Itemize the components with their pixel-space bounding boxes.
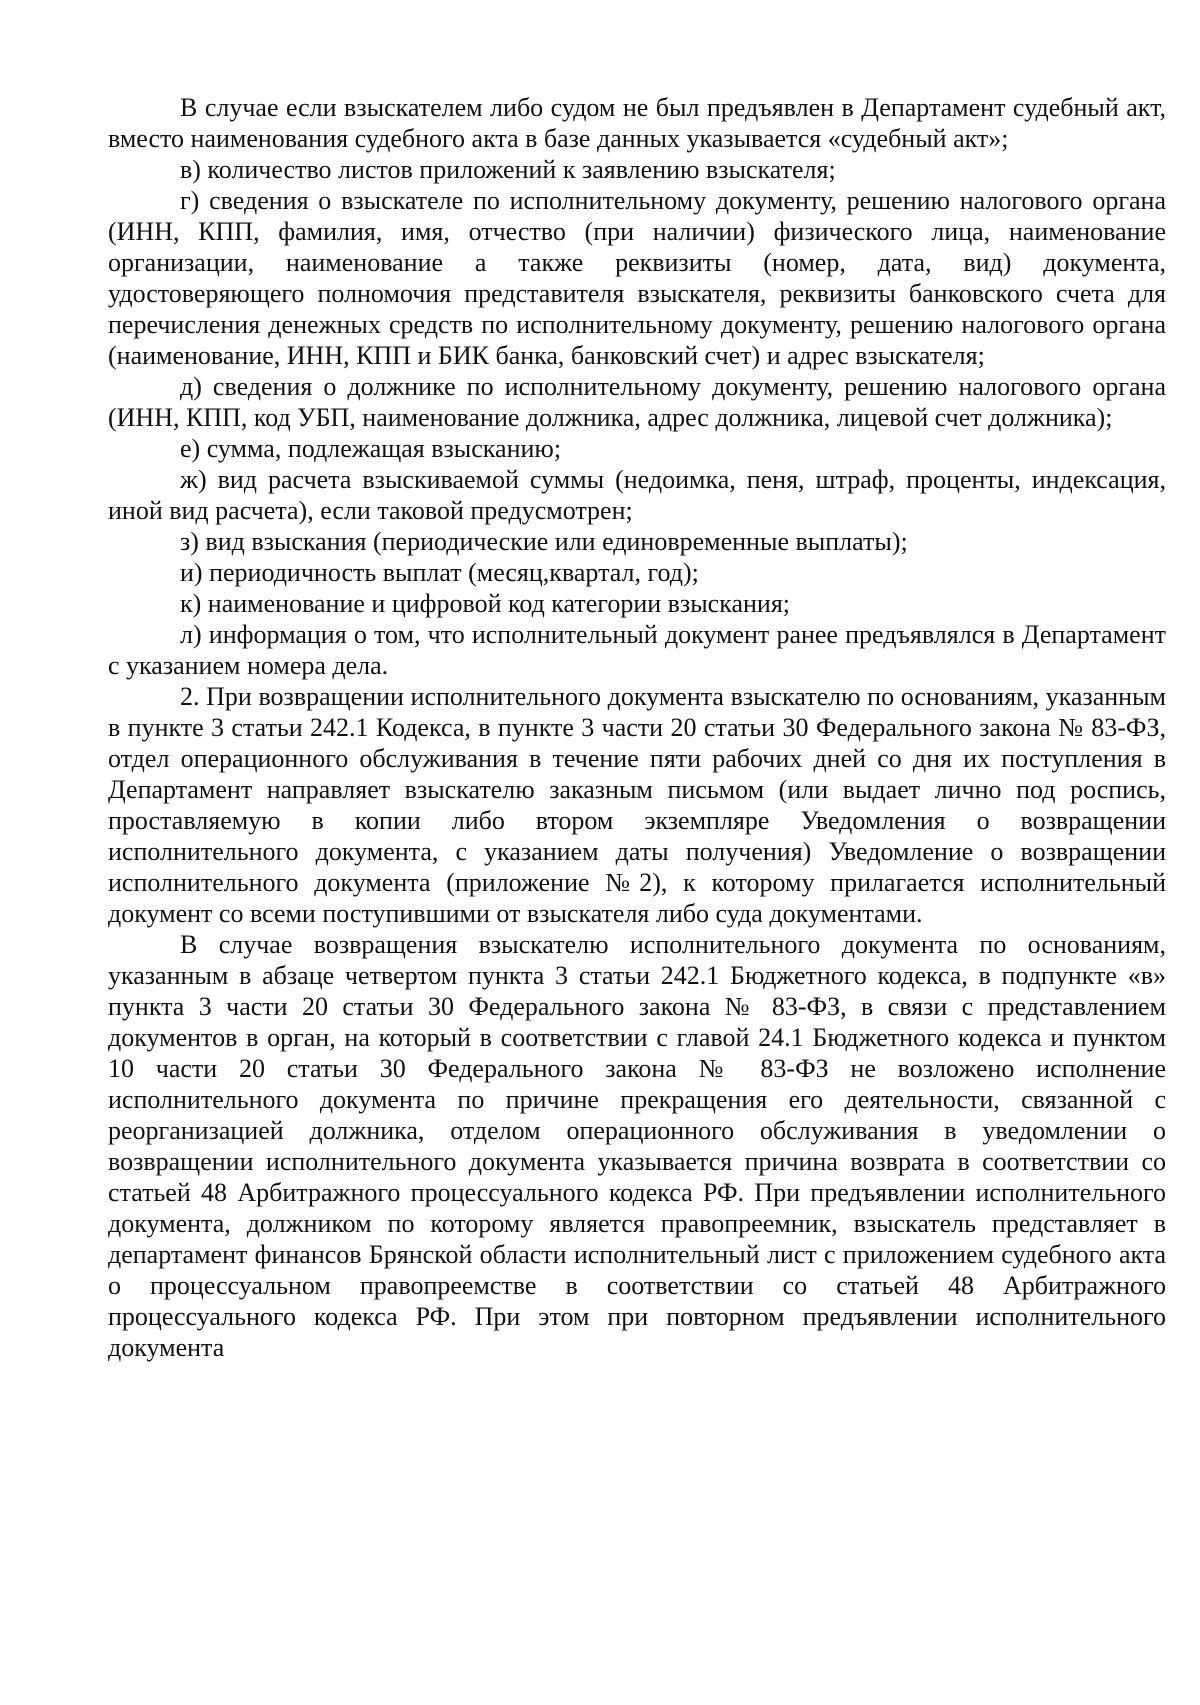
document-body [108, 92, 1166, 1363]
paragraph-item-k: к) наименование и цифровой код категории взыскания; [180, 589, 790, 618]
paragraph-item-g: г) сведения о взыскателе по исполнительному документу, решению налогового органа (ИНН, КПП, фамилия, имя, отчество (при наличии) физического лица, наименование организации, наименование а также реквизиты (номер, дата, вид) документа, удостоверяющего полномочия представителя взыскателя, реквизиты банковского счета для перечисления денежных средств по исполнительному документу, решению налогового органа (наименование, ИНН, КПП и БИК банка, банковский счет) и адрес взыскателя; [108, 186, 1166, 370]
paragraph-item-d: д) сведения о должнике по исполнительному документу, решению налогового органа (ИНН, КПП, код УБП, наименование должника, адрес должника, лицевой счет должника); [108, 372, 1166, 432]
paragraph-return-reorganization: В случае возвращения взыскателю исполнительного документа по основаниям, указанным в абзаце четвертом пункта 3 статьи 242.1 Бюджетного кодекса, в подпункте «в» пункта 3 части 20 статьи 30 Федерального закона № 83-ФЗ, в связи с представлением документов в орган, на который в соответствии с главой 24.1 Бюджетного кодекса и пунктом 10 части 20 статьи 30 Федерального закона № 83-ФЗ не возложено исполнение исполнительного документа по причине прекращения его деятельности, связанной с реорганизацией должника, отделом операционного обслуживания в уведомлении о возвращении исполнительного документа указывается причина возврата в соответствии со статьей 48 Арбитражного процессуального кодекса РФ. При предъявлении исполнительного документа, должником по которому является правопреемник, взыскатель представляет в департамент финансов Брянской области исполнительный лист с приложением судебного акта о процессуальном правопреемстве в соответствии со статьей 48 Арбитражного процессуального кодекса РФ. При этом при повторном предъявлении исполнительного документа [108, 930, 1166, 1362]
paragraph-item-z: з) вид взыскания (периодические или единовременные выплаты); [180, 527, 908, 556]
paragraph-item-e: е) сумма, подлежащая взысканию; [180, 434, 562, 463]
paragraph-item-v: в) количество листов приложений к заявлению взыскателя; [180, 155, 836, 184]
paragraph-item-l: л) информация о том, что исполнительный документ ранее предъявлялся в Департамент с указанием номера дела. [108, 620, 1166, 680]
paragraph-section-2: 2. При возвращении исполнительного документа взыскателю по основаниям, указанным в пункте 3 статьи 242.1 Кодекса, в пункте 3 части 20 статьи 30 Федерального закона № 83-ФЗ, отдел операционного обслуживания в течение пяти рабочих дней со дня их поступления в Департамент направляет взыскателю заказным письмом (или выдает лично под роспись, проставляемую в копии либо втором экземпляре Уведомления о возвращении исполнительного документа, с указанием даты получения) Уведомление о возвращении исполнительного документа (приложение №2), к которому прилагается исполнительный документ со всеми поступившими от взыскателя либо суда документами. [108, 682, 1166, 928]
paragraph-item-i: и) периодичность выплат (месяц,квартал, год); [180, 558, 699, 587]
paragraph-item-zh: ж) вид расчета взыскиваемой суммы (недоимка, пеня, штраф, проценты, индексация, иной вид расчета), если таковой предусмотрен; [108, 465, 1166, 525]
paragraph-judicial-act-note: В случае если взыскателем либо судом не был предъявлен в Департамент судебный акт, вместо наименования судебного акта в базе данных указывается «судебный акт»; [108, 93, 1166, 153]
